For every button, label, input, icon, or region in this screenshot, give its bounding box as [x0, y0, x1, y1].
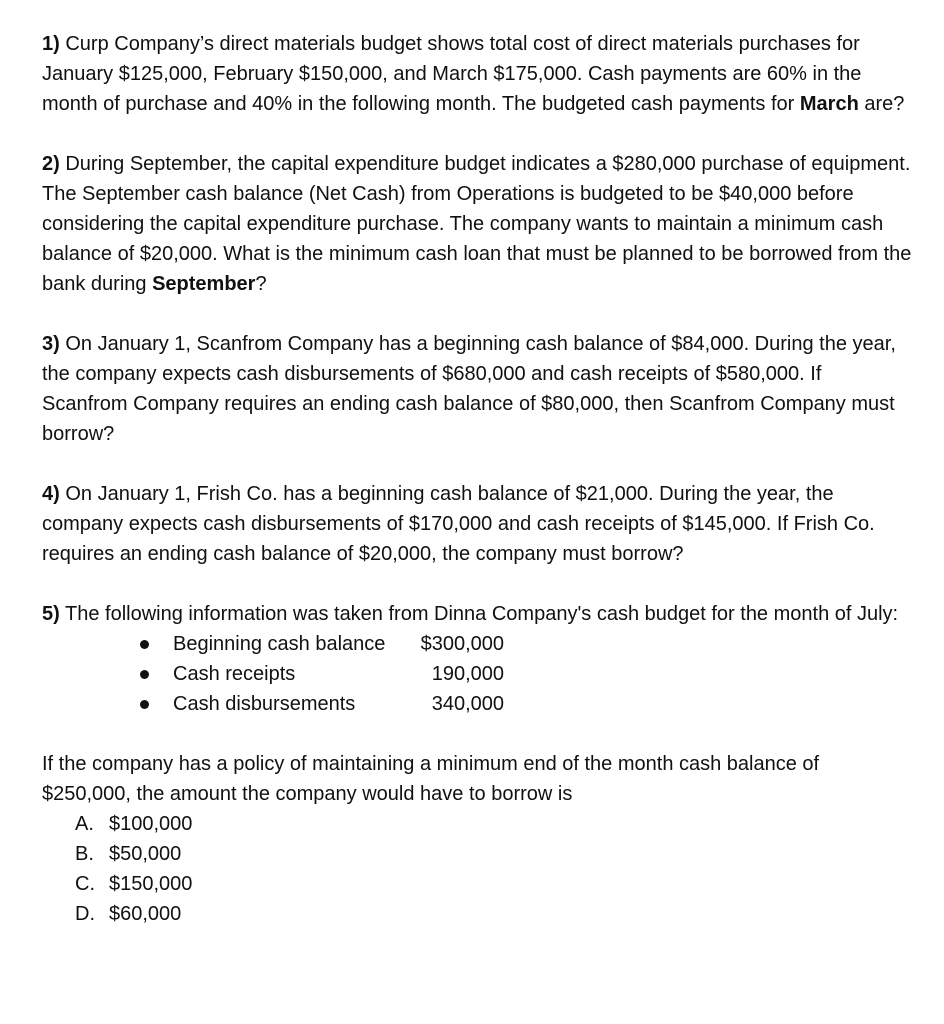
item-label: Beginning cash balance [173, 633, 386, 655]
list-item [42, 659, 912, 689]
question-number: 5) [42, 603, 60, 625]
question-number: 2) [42, 153, 60, 175]
option-a [75, 809, 912, 839]
option-d [75, 899, 912, 929]
cash-budget-list [42, 629, 912, 719]
question-5-followup [42, 749, 912, 809]
option-text: $100,000 [109, 813, 193, 835]
question-text: The following information was taken from Dinna Company's cash budget for the month of July: [59, 603, 899, 625]
followup-text: If the company has a policy of maintaining a minimum end of the month cash balance of $250,000, the amount the company would have to borrow is [42, 753, 820, 805]
option-letter: D. [75, 903, 95, 925]
question-3 [42, 329, 912, 449]
option-b [75, 839, 912, 869]
question-text: Curp Company’s direct materials budget shows total cost of direct materials purchases for January $125,000, February $150,000, and March $175,000. Cash payments are 60% in the month of purchase and 40% in the following month. The budgeted cash payments for [42, 33, 862, 115]
option-c [75, 869, 912, 899]
list-item [42, 629, 912, 659]
list-item [42, 689, 912, 719]
option-text: $50,000 [109, 843, 182, 865]
bullet-icon [140, 670, 149, 679]
item-value: $300,000 [420, 633, 504, 655]
question-text: On January 1, Scanfrom Company has a beginning cash balance of $84,000. During the year, the company expects cash disbursements of $680,000 and cash receipts of $580,000. If Scanfrom Company requires an ending cash balance of $80,000, then Scanfrom Company must borrow? [42, 333, 896, 445]
item-value: 340,000 [431, 693, 504, 715]
answer-options [42, 809, 912, 929]
item-label: Cash disbursements [173, 693, 356, 715]
worksheet-page [42, 29, 912, 929]
question-emphasis: September [152, 273, 256, 295]
question-text: On January 1, Frish Co. has a beginning cash balance of $21,000. During the year, the company expects cash disbursements of $170,000 and cash receipts of $145,000. If Frish Co. requires an ending cash balance of $20,000, the company must borrow? [42, 483, 875, 565]
question-text-end: ? [255, 273, 267, 295]
option-letter: B. [75, 843, 94, 865]
question-text: During September, the capital expenditure budget indicates a $280,000 purchase of equipment. The September cash balance (Net Cash) from Operations is budgeted to be $40,000 before considering the capital expenditure purchase. The company wants to maintain a minimum cash balance of $20,000. What is the minimum cash loan that must be planned to be borrowed from the bank during [42, 153, 912, 295]
question-2 [42, 149, 912, 299]
question-text-end: are? [858, 93, 905, 115]
option-text: $150,000 [109, 873, 193, 895]
option-letter: C. [75, 873, 95, 895]
bullet-icon [140, 700, 149, 709]
question-5 [42, 599, 912, 629]
bullet-icon [140, 640, 149, 649]
question-1 [42, 29, 912, 119]
question-4 [42, 479, 912, 569]
item-label: Cash receipts [173, 663, 296, 685]
option-letter: A. [75, 813, 94, 835]
question-emphasis: March [799, 93, 859, 115]
question-number: 3) [42, 333, 60, 355]
option-text: $60,000 [109, 903, 182, 925]
question-number: 1) [42, 33, 60, 55]
item-value: 190,000 [431, 663, 504, 685]
question-number: 4) [42, 483, 60, 505]
